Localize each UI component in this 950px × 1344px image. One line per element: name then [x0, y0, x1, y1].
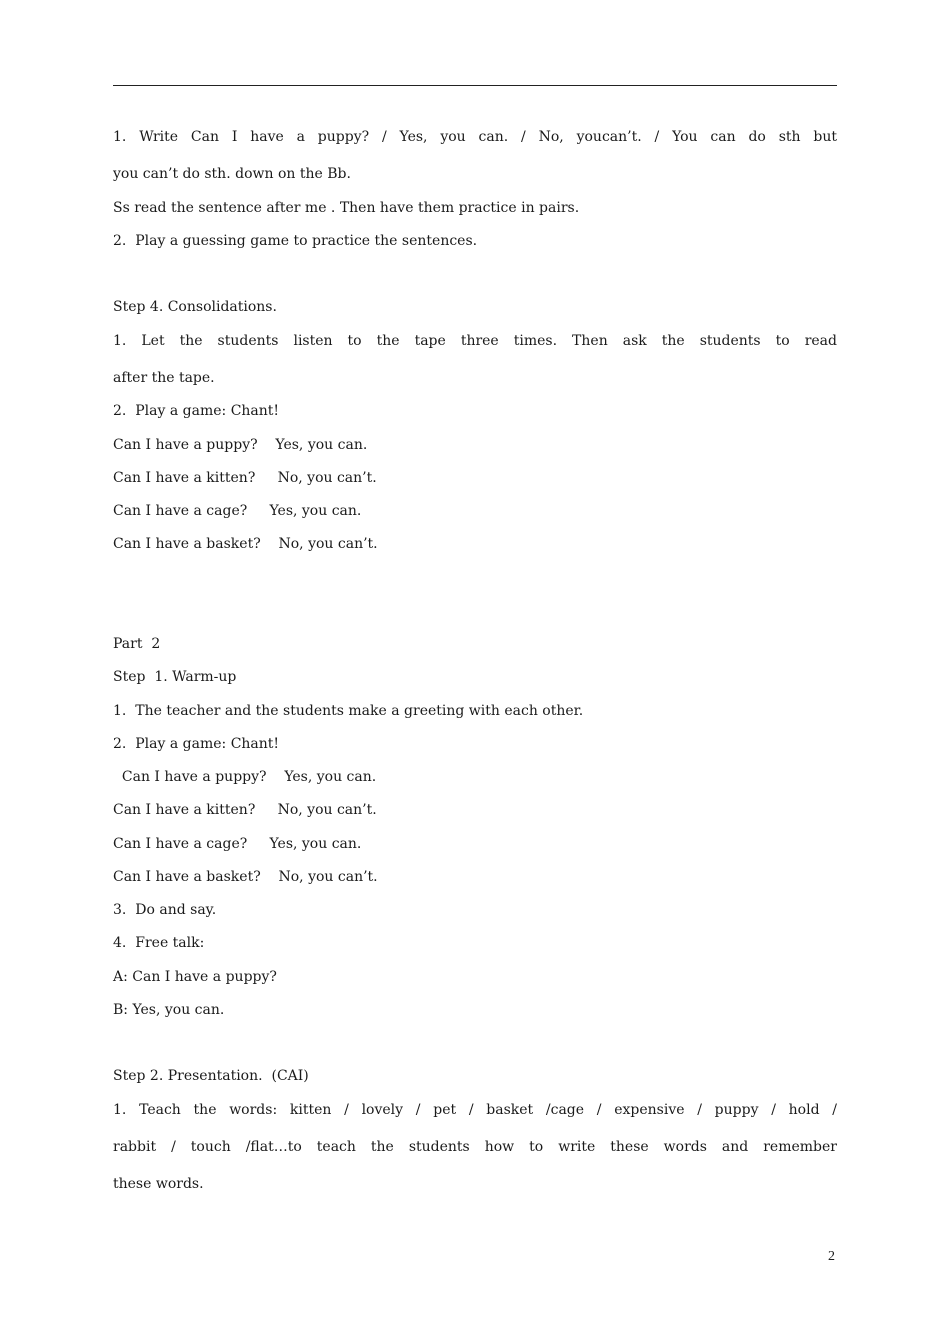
section-heading: Step 2. Presentation. (CAI): [113, 1068, 309, 1084]
section-heading: Step 1. Warm-up: [113, 669, 237, 685]
text-line: after the tape.: [113, 370, 215, 386]
text-line: 1. Write Can I have a puppy? / Yes, you can. / No, youcan’t. / You can do sth but: [113, 129, 837, 145]
chant-line: Can I have a cage? Yes, you can.: [113, 503, 362, 519]
text-line: 2. Play a game: Chant!: [113, 736, 280, 752]
text-line: 1. Teach the words: kitten / lovely / pet / basket /cage / expensive / puppy / hold /: [113, 1102, 837, 1118]
text-line: 2. Play a game: Chant!: [113, 403, 280, 419]
chant-line: Can I have a kitten? No, you can’t.: [113, 802, 377, 818]
section-heading: Step 4. Consolidations.: [113, 299, 277, 315]
text-line: 1. The teacher and the students make a greeting with each other.: [113, 703, 584, 719]
dialogue-line: A: Can I have a puppy?: [113, 969, 277, 985]
text-line: 4. Free talk:: [113, 935, 205, 951]
text-line: these words.: [113, 1176, 204, 1192]
chant-line: Can I have a kitten? No, you can’t.: [113, 470, 377, 486]
text-line: 1. Let the students listen to the tape three times. Then ask the students to read: [113, 333, 837, 349]
text-line: you can’t do sth. down on the Bb.: [113, 166, 351, 182]
chant-line: Can I have a basket? No, you can’t.: [113, 536, 378, 552]
chant-line: Can I have a puppy? Yes, you can.: [113, 769, 377, 785]
chant-line: Can I have a cage? Yes, you can.: [113, 836, 362, 852]
page-number: 2: [828, 1249, 835, 1264]
text-line: 2. Play a guessing game to practice the sentences.: [113, 233, 478, 249]
chant-line: Can I have a basket? No, you can’t.: [113, 869, 378, 885]
part-heading: Part 2: [113, 636, 161, 652]
dialogue-line: B: Yes, you can.: [113, 1002, 225, 1018]
header-rule: [113, 85, 837, 86]
text-line: rabbit / touch /flat…to teach the students how to write these words and remember: [113, 1139, 837, 1155]
text-line: Ss read the sentence after me . Then have them practice in pairs.: [113, 200, 580, 216]
chant-line: Can I have a puppy? Yes, you can.: [113, 437, 368, 453]
text-line: 3. Do and say.: [113, 902, 217, 918]
